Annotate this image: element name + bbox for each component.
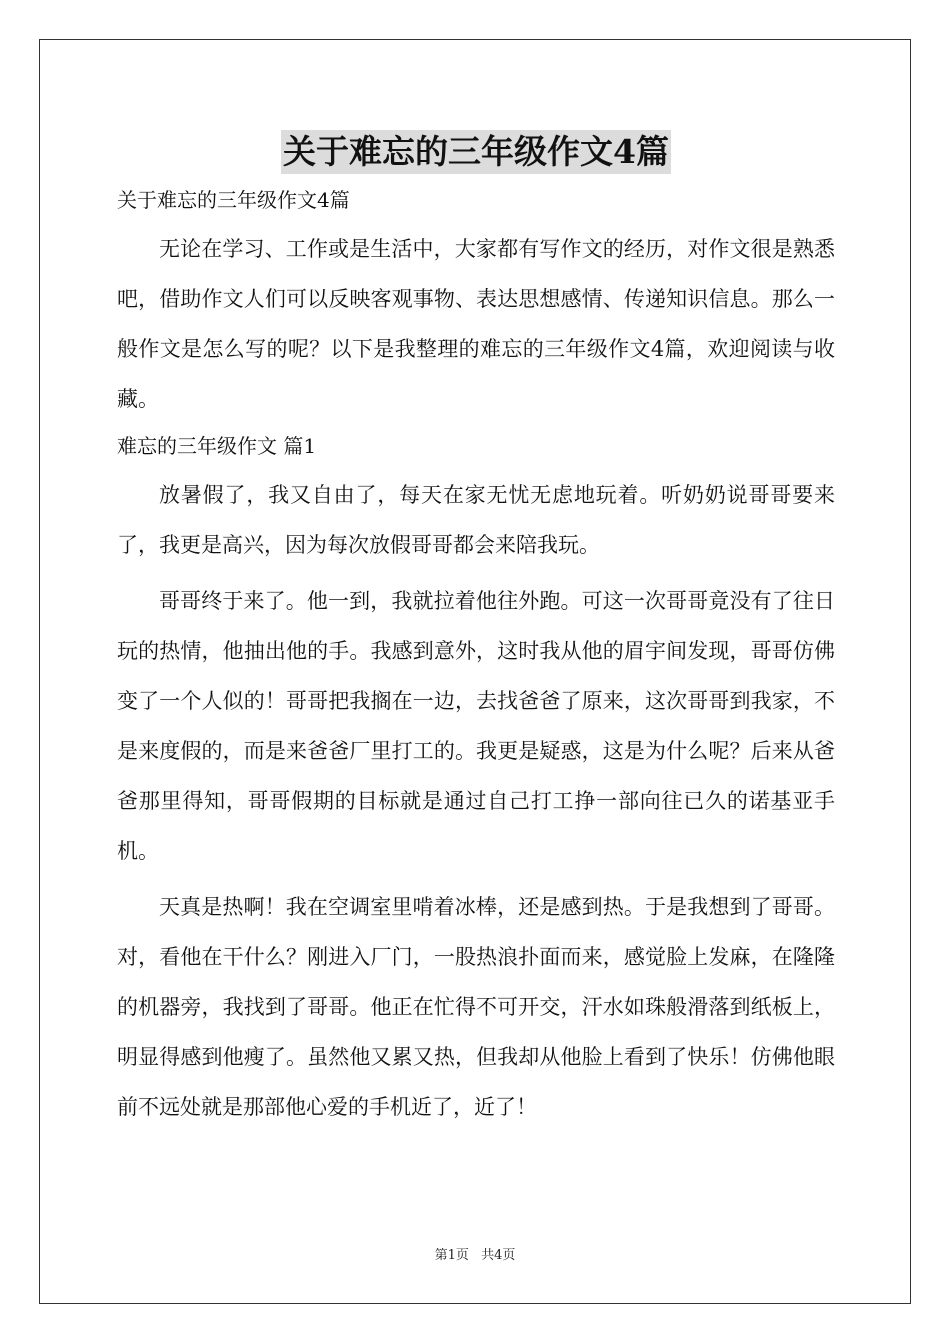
section-heading: 难忘的三年级作文 篇1 <box>117 434 317 458</box>
body-paragraph: 放暑假了，我又自由了，每天在家无忧无虑地玩着。听奶奶说哥哥要来了，我更是高兴，因为每次放假哥哥都会来陪我玩。 <box>117 483 835 557</box>
page-number: 第1页 <box>434 1248 469 1263</box>
intro-paragraph: 无论在学习、工作或是生活中，大家都有写作文的经历，对作文很是熟悉吧，借助作文人们可以反映客观事物、表达思想感情、传递知识信息。那么一般作文是怎么写的呢？以下是我整理的难忘的三年级作文4篇，欢迎阅读与收藏。 <box>117 237 835 411</box>
document-body <box>117 120 835 1132</box>
page-total: 共4页 <box>481 1248 516 1263</box>
document-title-text: 关于难忘的三年级作文4篇 <box>281 130 671 174</box>
body-paragraph: 天真是热啊！我在空调室里啃着冰棒，还是感到热。于是我想到了哥哥。对，看他在干什么？刚进入厂门，一股热浪扑面而来，感觉脸上发麻，在隆隆的机器旁，我找到了哥哥。他正在忙得不可开交，汗水如珠般滑落到纸板上，明显得感到他瘦了。虽然他又累又热，但我却从他脸上看到了快乐！仿佛他眼前不远处就是那部他心爱的手机近了，近了！ <box>117 895 835 1119</box>
document-subtitle: 关于难忘的三年级作文4篇 <box>117 188 350 212</box>
body-paragraph: 哥哥终于来了。他一到，我就拉着他往外跑。可这一次哥哥竟没有了往日玩的热情，他抽出他的手。我感到意外，这时我从他的眉宇间发现，哥哥仿佛变了一个人似的！哥哥把我搁在一边，去找爸爸了原来，这次哥哥到我家，不是来度假的，而是来爸爸厂里打工的。我更是疑惑，这是为什么呢？后来从爸爸那里得知，哥哥假期的目标就是通过自己打工挣一部向往已久的诺基亚手机。 <box>117 589 835 863</box>
page-footer <box>0 1246 950 1266</box>
document-title <box>117 130 835 174</box>
